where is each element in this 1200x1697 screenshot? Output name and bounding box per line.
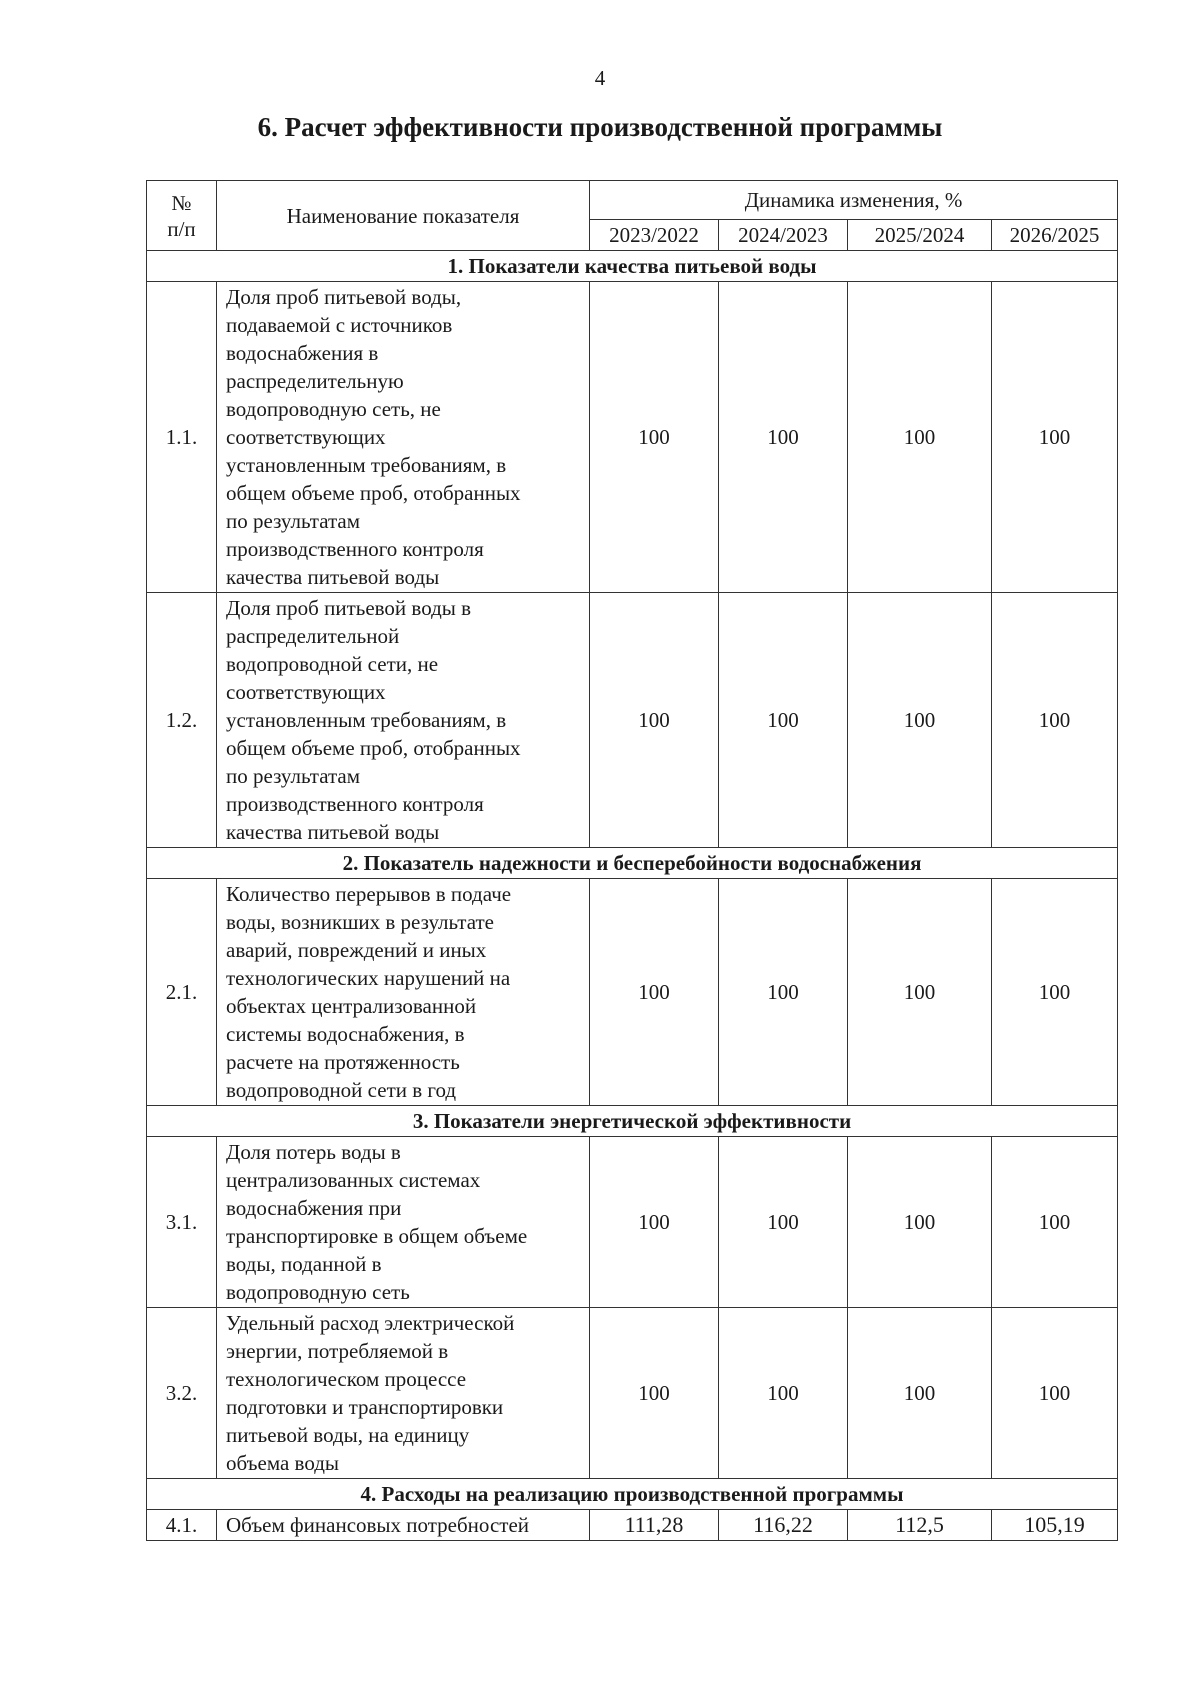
indicator-name: Количество перерывов в подаче воды, возникших в результате аварий, повреждений и иных технологических нарушений на объектах централизованной системы водоснабжения, в расчете на протяженность водопроводной сети в год bbox=[217, 879, 590, 1106]
indicator-name: Доля проб питьевой воды, подаваемой с источников водоснабжения в распределительную водопроводную сеть, не соответствующих установленным требованиям, в общем объеме проб, отобранных по результатам производственного контроля качества питьевой воды bbox=[217, 282, 590, 593]
indicators-table bbox=[146, 180, 1118, 1541]
row-number: 3.1. bbox=[147, 1137, 217, 1308]
value-cell: 100 bbox=[848, 879, 992, 1106]
value-cell: 100 bbox=[992, 879, 1118, 1106]
header-dynamics: Динамика изменения, % bbox=[590, 181, 1118, 220]
value-cell: 100 bbox=[719, 282, 848, 593]
header-num bbox=[147, 181, 217, 251]
table-row bbox=[147, 1137, 1118, 1308]
value-cell: 100 bbox=[848, 1308, 992, 1479]
value-cell: 100 bbox=[992, 282, 1118, 593]
table-row bbox=[147, 593, 1118, 848]
indicator-name: Доля потерь воды в централизованных системах водоснабжения при транспортировке в общем объеме воды, поданной в водопроводную сеть bbox=[217, 1137, 590, 1308]
table-row bbox=[147, 1308, 1118, 1479]
value-cell: 111,28 bbox=[590, 1510, 719, 1541]
page-title: 6. Расчет эффективности производственной программы bbox=[257, 112, 943, 142]
row-number: 4.1. bbox=[147, 1510, 217, 1541]
value-cell: 100 bbox=[590, 282, 719, 593]
row-number: 3.2. bbox=[147, 1308, 217, 1479]
indicator-name: Доля проб питьевой воды в распределительной водопроводной сети, не соответствующих установленным требованиям, в общем объеме проб, отобранных по результатам производственного контроля качества питьевой воды bbox=[217, 593, 590, 848]
value-cell: 100 bbox=[719, 593, 848, 848]
header-num-label: № п/п bbox=[167, 190, 196, 241]
value-cell: 100 bbox=[848, 1137, 992, 1308]
value-cell: 100 bbox=[848, 593, 992, 848]
value-cell: 116,22 bbox=[719, 1510, 848, 1541]
row-number: 1.1. bbox=[147, 282, 217, 593]
section-row bbox=[147, 1106, 1118, 1137]
value-cell: 100 bbox=[719, 1137, 848, 1308]
section-title: 2. Показатель надежности и бесперебойности водоснабжения bbox=[147, 848, 1118, 879]
header-name: Наименование показателя bbox=[217, 181, 590, 251]
section-row bbox=[147, 1479, 1118, 1510]
value-cell: 100 bbox=[590, 1308, 719, 1479]
value-cell: 100 bbox=[590, 593, 719, 848]
page-number: 4 bbox=[594, 66, 606, 90]
table-row bbox=[147, 1510, 1118, 1541]
value-cell: 100 bbox=[719, 1308, 848, 1479]
header-year: 2024/2023 bbox=[719, 220, 848, 251]
table-row bbox=[147, 879, 1118, 1106]
indicator-name: Объем финансовых потребностей bbox=[217, 1510, 590, 1541]
value-cell: 100 bbox=[992, 1308, 1118, 1479]
row-number: 2.1. bbox=[147, 879, 217, 1106]
value-cell: 100 bbox=[719, 879, 848, 1106]
table-row bbox=[147, 282, 1118, 593]
section-row bbox=[147, 251, 1118, 282]
header-year: 2025/2024 bbox=[848, 220, 992, 251]
section-title: 3. Показатели энергетической эффективности bbox=[147, 1106, 1118, 1137]
value-cell: 100 bbox=[992, 593, 1118, 848]
section-title: 1. Показатели качества питьевой воды bbox=[147, 251, 1118, 282]
value-cell: 100 bbox=[992, 1137, 1118, 1308]
header-year: 2026/2025 bbox=[992, 220, 1118, 251]
value-cell: 100 bbox=[590, 1137, 719, 1308]
indicator-name: Удельный расход электрической энергии, потребляемой в технологическом процессе подготовки и транспортировки питьевой воды, на единицу объема воды bbox=[217, 1308, 590, 1479]
row-number: 1.2. bbox=[147, 593, 217, 848]
value-cell: 105,19 bbox=[992, 1510, 1118, 1541]
section-row bbox=[147, 848, 1118, 879]
section-title: 4. Расходы на реализацию производственной программы bbox=[147, 1479, 1118, 1510]
value-cell: 100 bbox=[590, 879, 719, 1106]
header-year: 2023/2022 bbox=[590, 220, 719, 251]
value-cell: 112,5 bbox=[848, 1510, 992, 1541]
value-cell: 100 bbox=[848, 282, 992, 593]
